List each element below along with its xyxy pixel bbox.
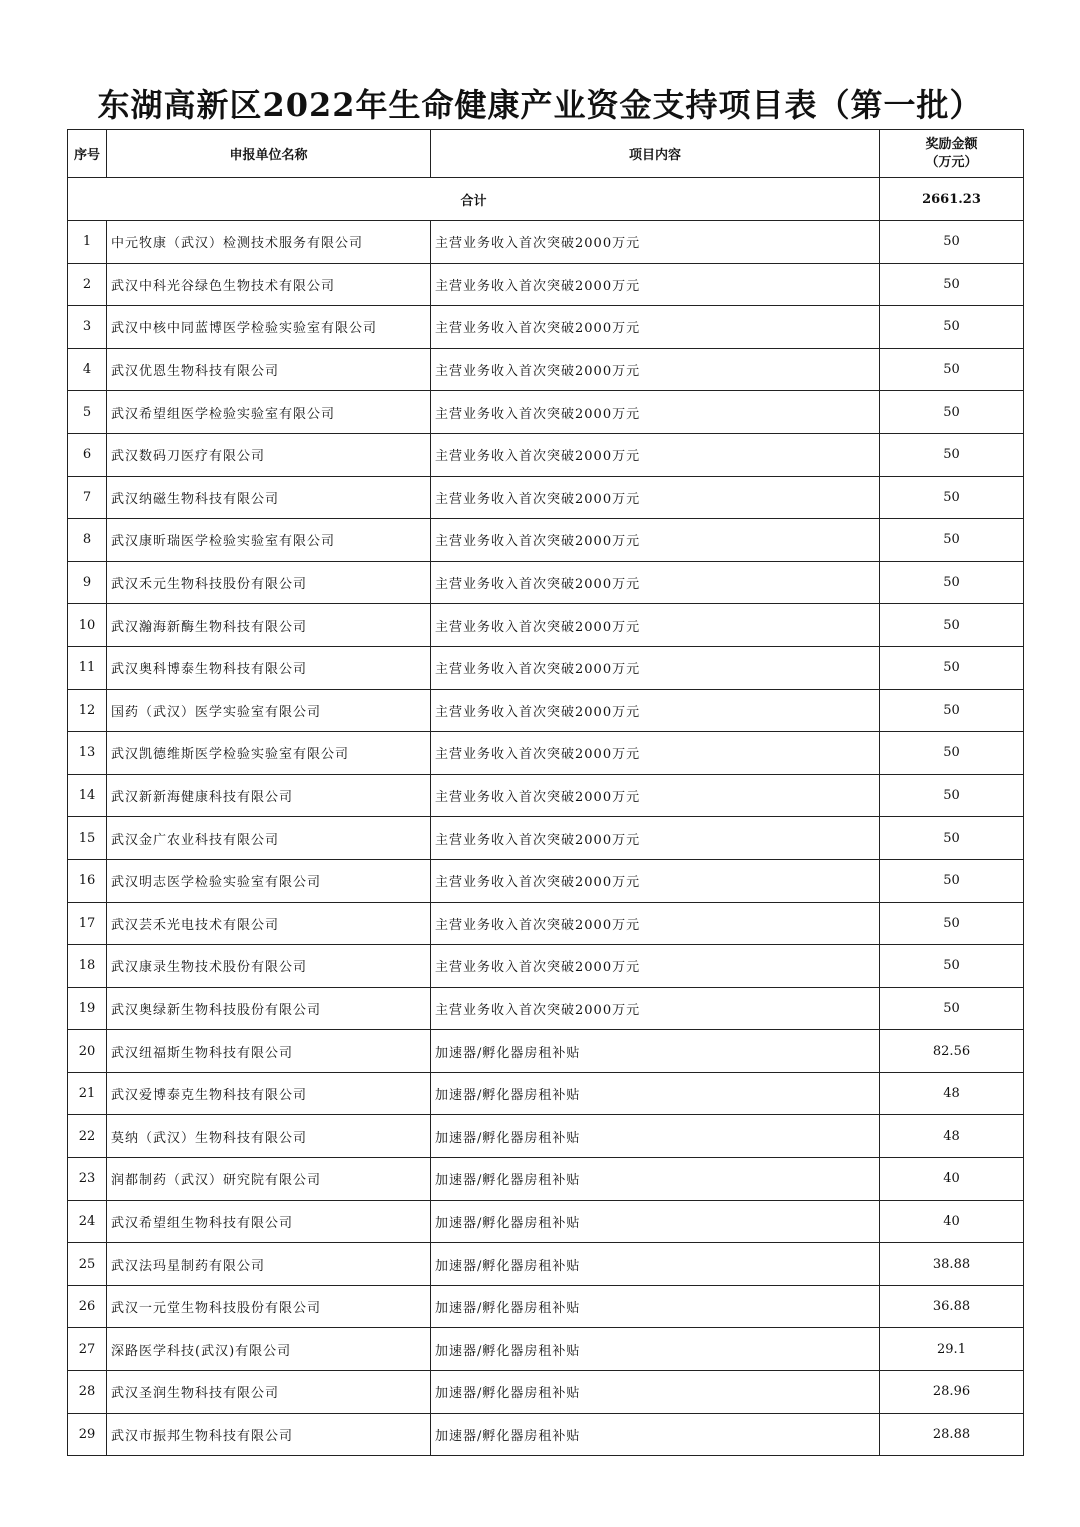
row-project-content: 加速器/孵化器房租补贴 [431, 1072, 880, 1115]
row-project-content: 主营业务收入首次突破2000万元 [431, 646, 880, 689]
row-index: 12 [68, 689, 107, 732]
row-amount: 28.88 [880, 1413, 1024, 1456]
row-index: 25 [68, 1243, 107, 1286]
row-amount: 40 [880, 1158, 1024, 1201]
row-company-name: 武汉奥绿新生物科技股份有限公司 [107, 987, 431, 1030]
row-amount: 50 [880, 348, 1024, 391]
row-amount: 50 [880, 604, 1024, 647]
row-company-name: 武汉圣润生物科技有限公司 [107, 1371, 431, 1414]
row-amount: 28.96 [880, 1371, 1024, 1414]
table-row [68, 348, 1024, 391]
row-company-name: 国药（武汉）医学实验室有限公司 [107, 689, 431, 732]
row-project-content: 主营业务收入首次突破2000万元 [431, 561, 880, 604]
row-index: 3 [68, 306, 107, 349]
row-company-name: 中元牧康（武汉）检测技术服务有限公司 [107, 221, 431, 264]
row-company-name: 武汉禾元生物科技股份有限公司 [107, 561, 431, 604]
row-project-content: 主营业务收入首次突破2000万元 [431, 689, 880, 732]
table-row [68, 1371, 1024, 1414]
row-index: 18 [68, 945, 107, 988]
row-company-name: 武汉数码刀医疗有限公司 [107, 433, 431, 476]
header-name: 申报单位名称 [107, 130, 431, 178]
row-index: 24 [68, 1200, 107, 1243]
row-amount: 50 [880, 221, 1024, 264]
row-amount: 50 [880, 774, 1024, 817]
row-project-content: 主营业务收入首次突破2000万元 [431, 476, 880, 519]
row-project-content: 加速器/孵化器房租补贴 [431, 1200, 880, 1243]
row-project-content: 主营业务收入首次突破2000万元 [431, 391, 880, 434]
row-index: 4 [68, 348, 107, 391]
row-project-content: 主营业务收入首次突破2000万元 [431, 902, 880, 945]
row-amount: 50 [880, 945, 1024, 988]
row-index: 10 [68, 604, 107, 647]
header-amount-line1: 奖励金额 [925, 136, 978, 152]
row-company-name: 武汉市振邦生物科技有限公司 [107, 1413, 431, 1456]
row-company-name: 武汉希望组生物科技有限公司 [107, 1200, 431, 1243]
table-row [68, 646, 1024, 689]
row-amount: 29.1 [880, 1328, 1024, 1371]
row-company-name: 武汉纽福斯生物科技有限公司 [107, 1030, 431, 1073]
page-title: 东湖高新区2022年生命健康产业资金支持项目表（第一批） [97, 86, 983, 124]
total-row [68, 178, 1024, 221]
row-index: 11 [68, 646, 107, 689]
row-amount: 50 [880, 689, 1024, 732]
row-index: 5 [68, 391, 107, 434]
row-company-name: 武汉优恩生物科技有限公司 [107, 348, 431, 391]
row-amount: 50 [880, 817, 1024, 860]
row-project-content: 主营业务收入首次突破2000万元 [431, 433, 880, 476]
table-row [68, 1030, 1024, 1073]
row-company-name: 武汉希望组医学检验实验室有限公司 [107, 391, 431, 434]
row-company-name: 武汉爱博泰克生物科技有限公司 [107, 1072, 431, 1115]
row-index: 9 [68, 561, 107, 604]
row-amount: 82.56 [880, 1030, 1024, 1073]
row-company-name: 武汉芸禾光电技术有限公司 [107, 902, 431, 945]
table-row [68, 391, 1024, 434]
row-index: 21 [68, 1072, 107, 1115]
table-row [68, 306, 1024, 349]
table-row [68, 902, 1024, 945]
row-index: 7 [68, 476, 107, 519]
row-project-content: 加速器/孵化器房租补贴 [431, 1030, 880, 1073]
row-amount: 48 [880, 1072, 1024, 1115]
row-amount: 50 [880, 732, 1024, 775]
row-amount: 50 [880, 561, 1024, 604]
row-project-content: 主营业务收入首次突破2000万元 [431, 732, 880, 775]
row-index: 6 [68, 433, 107, 476]
row-company-name: 润都制药（武汉）研究院有限公司 [107, 1158, 431, 1201]
row-project-content: 主营业务收入首次突破2000万元 [431, 817, 880, 860]
row-project-content: 加速器/孵化器房租补贴 [431, 1158, 880, 1201]
row-amount: 50 [880, 263, 1024, 306]
table-row [68, 945, 1024, 988]
header-amount [880, 130, 1024, 178]
row-amount: 50 [880, 476, 1024, 519]
row-index: 1 [68, 221, 107, 264]
row-index: 17 [68, 902, 107, 945]
table-row [68, 476, 1024, 519]
row-amount: 48 [880, 1115, 1024, 1158]
row-company-name: 武汉康昕瑞医学检验实验室有限公司 [107, 519, 431, 562]
table-row [68, 859, 1024, 902]
table-row [68, 433, 1024, 476]
table-row [68, 1413, 1024, 1456]
row-amount: 50 [880, 391, 1024, 434]
table-row [68, 1285, 1024, 1328]
row-index: 22 [68, 1115, 107, 1158]
row-company-name: 深路医学科技(武汉)有限公司 [107, 1328, 431, 1371]
row-amount: 50 [880, 433, 1024, 476]
row-index: 20 [68, 1030, 107, 1073]
row-company-name: 武汉法玛星制药有限公司 [107, 1243, 431, 1286]
row-project-content: 加速器/孵化器房租补贴 [431, 1413, 880, 1456]
header-index: 序号 [68, 130, 107, 178]
row-index: 29 [68, 1413, 107, 1456]
row-project-content: 加速器/孵化器房租补贴 [431, 1371, 880, 1414]
table-row [68, 1243, 1024, 1286]
row-amount: 50 [880, 646, 1024, 689]
row-amount: 50 [880, 306, 1024, 349]
table-row [68, 1158, 1024, 1201]
table-header-row [68, 130, 1024, 178]
row-company-name: 武汉纳磁生物科技有限公司 [107, 476, 431, 519]
row-index: 26 [68, 1285, 107, 1328]
row-amount: 50 [880, 519, 1024, 562]
row-project-content: 主营业务收入首次突破2000万元 [431, 945, 880, 988]
row-company-name: 武汉一元堂生物科技股份有限公司 [107, 1285, 431, 1328]
row-company-name: 武汉凯德维斯医学检验实验室有限公司 [107, 732, 431, 775]
row-project-content: 加速器/孵化器房租补贴 [431, 1115, 880, 1158]
row-index: 13 [68, 732, 107, 775]
row-project-content: 主营业务收入首次突破2000万元 [431, 263, 880, 306]
row-index: 16 [68, 859, 107, 902]
row-project-content: 主营业务收入首次突破2000万元 [431, 604, 880, 647]
row-project-content: 主营业务收入首次突破2000万元 [431, 774, 880, 817]
row-amount: 36.88 [880, 1285, 1024, 1328]
table-row [68, 519, 1024, 562]
row-amount: 38.88 [880, 1243, 1024, 1286]
row-company-name: 莫纳（武汉）生物科技有限公司 [107, 1115, 431, 1158]
header-amount-line2: （万元） [925, 154, 978, 170]
row-index: 15 [68, 817, 107, 860]
table-row [68, 263, 1024, 306]
row-project-content: 加速器/孵化器房租补贴 [431, 1243, 880, 1286]
row-company-name: 武汉瀚海新酶生物科技有限公司 [107, 604, 431, 647]
row-project-content: 主营业务收入首次突破2000万元 [431, 987, 880, 1030]
table-row [68, 774, 1024, 817]
row-index: 27 [68, 1328, 107, 1371]
table-row [68, 817, 1024, 860]
row-project-content: 加速器/孵化器房租补贴 [431, 1328, 880, 1371]
row-amount: 50 [880, 987, 1024, 1030]
table-row [68, 732, 1024, 775]
row-amount: 50 [880, 859, 1024, 902]
row-index: 28 [68, 1371, 107, 1414]
row-company-name: 武汉奥科博泰生物科技有限公司 [107, 646, 431, 689]
row-index: 8 [68, 519, 107, 562]
row-project-content: 主营业务收入首次突破2000万元 [431, 859, 880, 902]
row-project-content: 加速器/孵化器房租补贴 [431, 1285, 880, 1328]
total-label: 合计 [68, 178, 880, 221]
row-company-name: 武汉金广农业科技有限公司 [107, 817, 431, 860]
row-project-content: 主营业务收入首次突破2000万元 [431, 221, 880, 264]
table-row [68, 987, 1024, 1030]
table-row [68, 1200, 1024, 1243]
table-row [68, 1328, 1024, 1371]
row-index: 2 [68, 263, 107, 306]
row-index: 14 [68, 774, 107, 817]
total-amount: 2661.23 [880, 178, 1024, 221]
table-row [68, 561, 1024, 604]
table-row [68, 221, 1024, 264]
row-company-name: 武汉中科光谷绿色生物技术有限公司 [107, 263, 431, 306]
row-amount: 50 [880, 902, 1024, 945]
row-company-name: 武汉新新海健康科技有限公司 [107, 774, 431, 817]
funding-table [67, 129, 1024, 1456]
row-project-content: 主营业务收入首次突破2000万元 [431, 519, 880, 562]
header-content: 项目内容 [431, 130, 880, 178]
table-row [68, 1072, 1024, 1115]
row-company-name: 武汉中核中同蓝博医学检验实验室有限公司 [107, 306, 431, 349]
table-row [68, 689, 1024, 732]
row-index: 19 [68, 987, 107, 1030]
row-company-name: 武汉明志医学检验实验室有限公司 [107, 859, 431, 902]
table-row [68, 1115, 1024, 1158]
row-amount: 40 [880, 1200, 1024, 1243]
row-project-content: 主营业务收入首次突破2000万元 [431, 348, 880, 391]
row-index: 23 [68, 1158, 107, 1201]
row-project-content: 主营业务收入首次突破2000万元 [431, 306, 880, 349]
row-company-name: 武汉康录生物技术股份有限公司 [107, 945, 431, 988]
table-row [68, 604, 1024, 647]
